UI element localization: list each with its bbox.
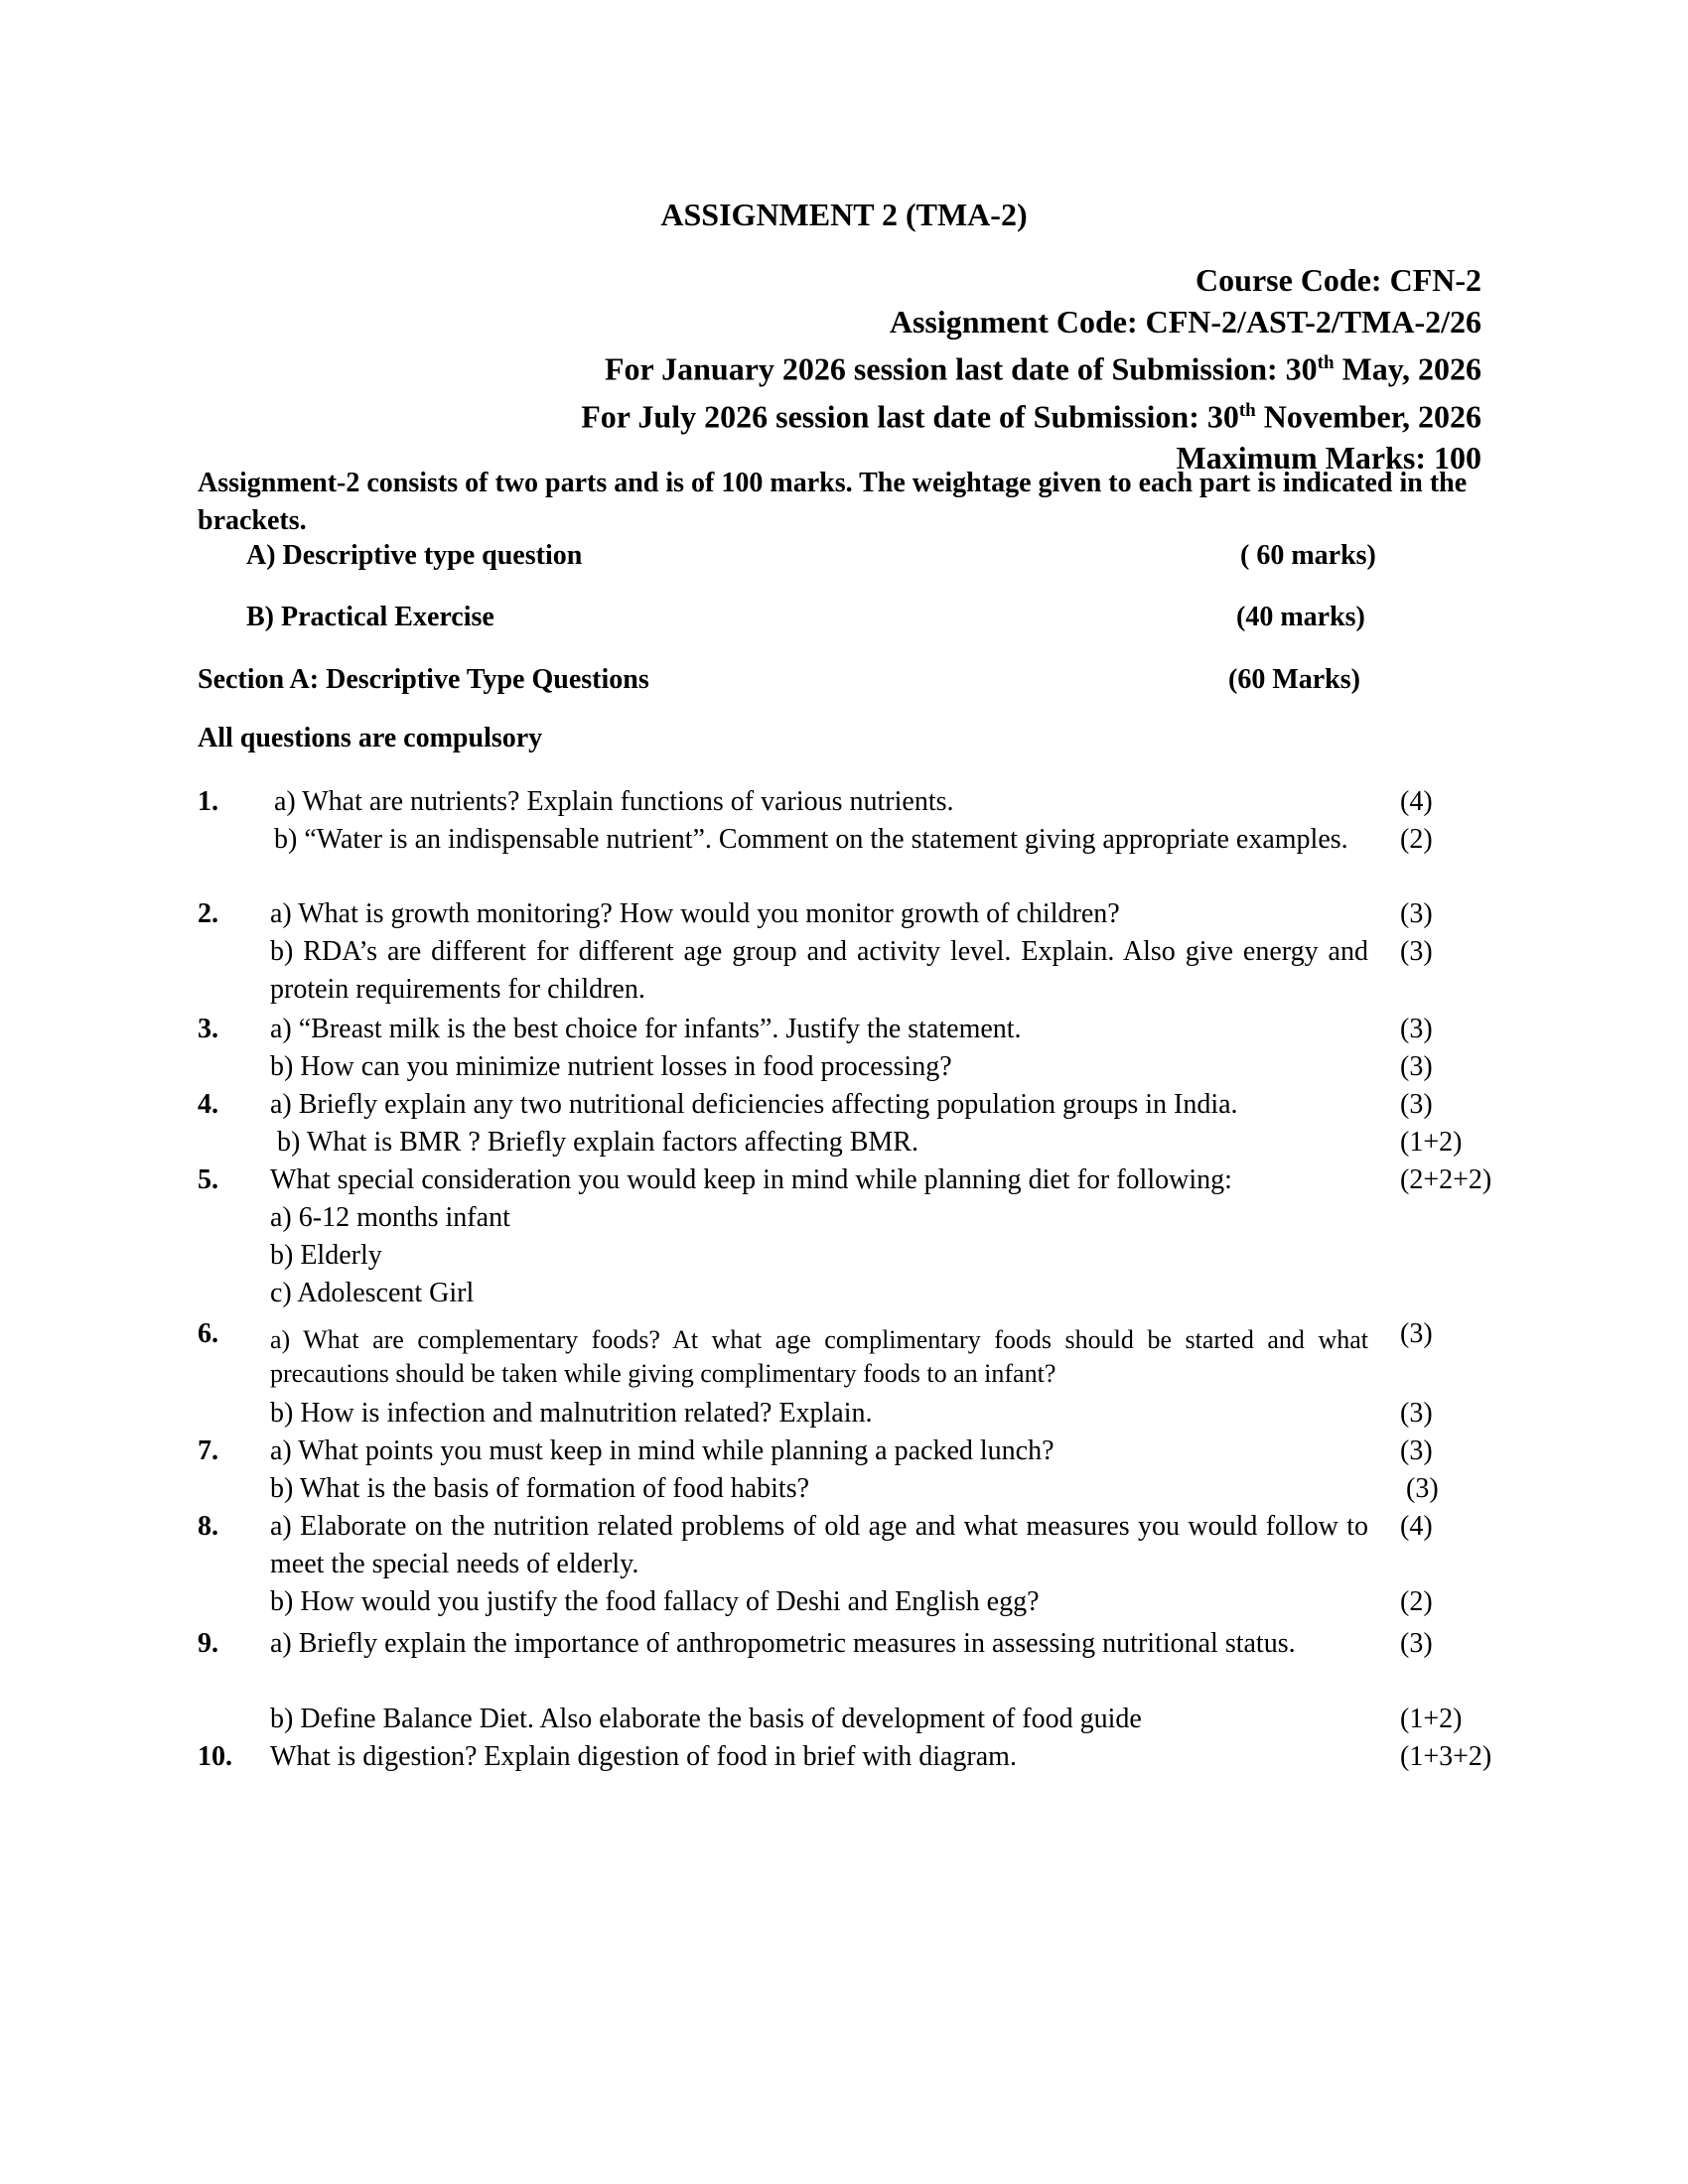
question-marks: (1+2) xyxy=(1400,1704,1463,1734)
january-deadline-sup: th xyxy=(1317,352,1335,373)
intro-text: Assignment-2 consists of two parts and is of 100 marks. The weightage given to each part is indicated in the brackets. xyxy=(198,468,1468,536)
question-text: a) What is growth monitoring? How would you monitor growth of children? xyxy=(270,898,1120,929)
page-title: ASSIGNMENT 2 (TMA-2) xyxy=(660,197,1028,232)
compulsory-note: All questions are compulsory xyxy=(198,723,543,753)
question-number: 8. xyxy=(198,1511,218,1542)
question-text: a) 6-12 months infant xyxy=(270,1202,510,1233)
question-number: 9. xyxy=(198,1628,218,1659)
question-text: a) Briefly explain the importance of anthropometric measures in assessing nutritional status. xyxy=(270,1628,1296,1659)
question-number: 1. xyxy=(198,786,218,817)
question-text: What special consideration you would keep in mind while planning diet for following: xyxy=(270,1164,1232,1195)
question-marks: (3) xyxy=(1400,1014,1433,1044)
question-text: b) What is BMR ? Briefly explain factors affecting BMR. xyxy=(277,1127,918,1158)
question-marks: (3) xyxy=(1400,1628,1433,1659)
part-a-label: A) Descriptive type question xyxy=(246,540,583,571)
question-text: c) Adolescent Girl xyxy=(270,1278,475,1308)
question-marks: (1+3+2) xyxy=(1400,1741,1492,1772)
question-marks: (3) xyxy=(1400,1435,1433,1466)
question-text: a) Briefly explain any two nutritional deficiencies affecting population groups in India. xyxy=(270,1089,1238,1120)
question-text: b) Elderly xyxy=(270,1240,382,1271)
part-a-marks: ( 60 marks) xyxy=(1240,540,1376,571)
question-text: b) Define Balance Diet. Also elaborate the basis of development of food guide xyxy=(270,1704,1142,1734)
question-text: b) How can you minimize nutrient losses in food processing? xyxy=(270,1051,952,1082)
question-text: a) What are nutrients? Explain functions of various nutrients. xyxy=(274,786,954,817)
question-number: 7. xyxy=(198,1435,218,1466)
question-number: 4. xyxy=(198,1089,218,1120)
question-text: b) How would you justify the food fallacy of Deshi and English egg? xyxy=(270,1586,1040,1617)
january-deadline-suffix: May, 2026 xyxy=(1334,350,1481,387)
question-marks: (4) xyxy=(1400,786,1433,817)
part-b-marks: (40 marks) xyxy=(1236,602,1365,632)
question-marks: (1+2) xyxy=(1400,1127,1463,1158)
july-deadline-sup: th xyxy=(1238,400,1256,422)
question-marks: (3) xyxy=(1400,936,1433,967)
course-code: Course Code: CFN-2 xyxy=(1196,262,1481,298)
maximum-marks: Maximum Marks: 100 xyxy=(1176,440,1481,477)
question-number: 3. xyxy=(198,1014,218,1044)
question-text: b) RDA’s are different for different age group and activity level. Explain. Also give energy and protein requirements for children. xyxy=(270,936,1368,1005)
assignment-meta xyxy=(581,260,1481,479)
question-marks: (3) xyxy=(1406,1473,1439,1504)
assignment-code: Assignment Code: CFN-2/AST-2/TMA-2/26 xyxy=(889,303,1481,340)
question-text: a) What are complementary foods? At what age complimentary foods should be started and what precautions should be taken while giving complimentary foods to an infant? xyxy=(270,1325,1368,1388)
question-text: b) What is the basis of formation of food habits? xyxy=(270,1473,810,1504)
question-marks: (3) xyxy=(1400,1089,1433,1120)
january-deadline-prefix: For January 2026 session last date of Submission: 30 xyxy=(604,350,1318,387)
july-deadline-prefix: For July 2026 session last date of Submission: 30 xyxy=(581,398,1239,435)
question-text: b) “Water is an indispensable nutrient”. Comment on the statement giving appropriate examples. xyxy=(274,824,1348,855)
part-b-label: B) Practical Exercise xyxy=(246,602,494,632)
question-text: a) What points you must keep in mind while planning a packed lunch? xyxy=(270,1435,1055,1466)
question-text: b) How is infection and malnutrition related? Explain. xyxy=(270,1398,873,1429)
question-marks: (3) xyxy=(1400,898,1433,929)
question-marks: (2+2+2) xyxy=(1400,1164,1492,1195)
section-a-title: Section A: Descriptive Type Questions xyxy=(198,664,649,695)
question-marks: (3) xyxy=(1400,1051,1433,1082)
question-marks: (3) xyxy=(1400,1318,1433,1349)
question-marks: (4) xyxy=(1400,1511,1433,1542)
question-number: 6. xyxy=(198,1318,218,1349)
question-marks: (3) xyxy=(1400,1398,1433,1429)
january-deadline xyxy=(581,342,1481,390)
question-text: a) “Breast milk is the best choice for infants”. Justify the statement. xyxy=(270,1014,1022,1044)
july-deadline xyxy=(581,390,1481,438)
question-marks: (2) xyxy=(1400,1586,1433,1617)
section-a-marks: (60 Marks) xyxy=(1228,664,1360,695)
question-number: 10. xyxy=(198,1741,232,1772)
question-text: a) Elaborate on the nutrition related problems of old age and what measures you would follow to meet the special needs of elderly. xyxy=(270,1511,1368,1579)
question-marks: (2) xyxy=(1400,824,1433,855)
july-deadline-suffix: November, 2026 xyxy=(1255,398,1481,435)
question-number: 2. xyxy=(198,898,218,929)
question-number: 5. xyxy=(198,1164,218,1195)
question-text: What is digestion? Explain digestion of food in brief with diagram. xyxy=(270,1741,1017,1772)
